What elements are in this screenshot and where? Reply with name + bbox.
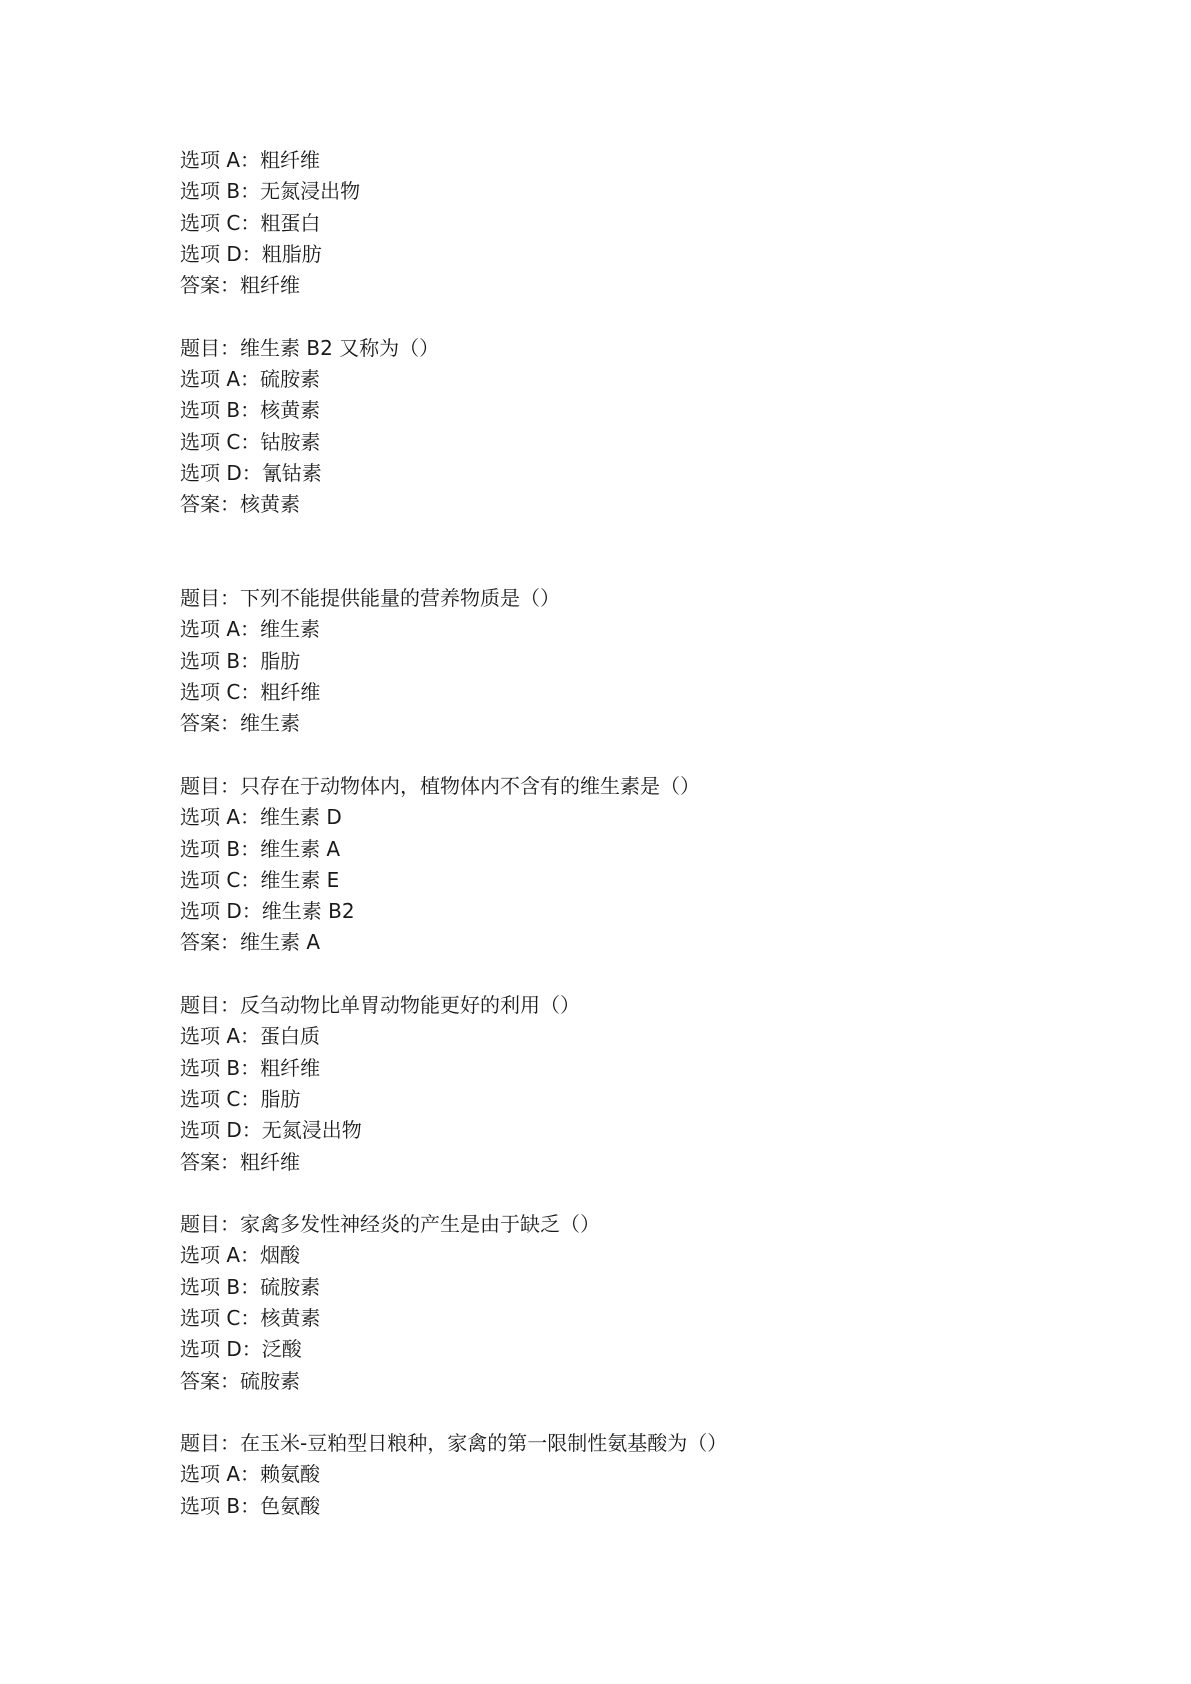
option-d: 选项 D：维生素 B2 — [180, 899, 355, 924]
option-a: 选项 A：维生素 D — [180, 805, 342, 830]
option-a: 选项 A：烟酸 — [180, 1243, 301, 1268]
question-title: 题目：只存在于动物体内，植物体内不含有的维生素是（） — [180, 773, 700, 798]
question-title: 题目：在玉米-豆粕型日粮种，家禽的第一限制性氨基酸为（） — [180, 1431, 728, 1456]
answer: 答案：粗纤维 — [180, 273, 300, 298]
question-block-7 — [180, 1428, 1080, 1522]
option-c: 选项 C：脂肪 — [180, 1086, 301, 1111]
spacer — [180, 959, 1080, 990]
option-c: 选项 C：粗蛋白 — [180, 210, 321, 235]
question-block-6 — [180, 1209, 1080, 1397]
answer: 答案：维生素 A — [180, 930, 321, 955]
option-c: 选项 C：钴胺素 — [180, 429, 321, 454]
spacer — [180, 1178, 1080, 1209]
option-b: 选项 B：维生素 A — [180, 836, 341, 861]
question-block-4 — [180, 771, 1080, 959]
option-b: 选项 B：核黄素 — [180, 398, 321, 423]
document-page — [180, 145, 1080, 1522]
question-block-1 — [180, 145, 1080, 301]
answer: 答案：核黄素 — [180, 492, 300, 517]
option-b: 选项 B：色氨酸 — [180, 1493, 321, 1518]
question-block-3 — [180, 583, 1080, 739]
answer: 答案：维生素 — [180, 711, 300, 736]
question-title: 题目：反刍动物比单胃动物能更好的利用（） — [180, 993, 580, 1018]
spacer — [180, 740, 1080, 771]
option-b: 选项 B：无氮浸出物 — [180, 179, 361, 204]
spacer — [180, 301, 1080, 332]
option-d: 选项 D：泛酸 — [180, 1337, 302, 1362]
option-a: 选项 A：维生素 — [180, 617, 321, 642]
answer: 答案：粗纤维 — [180, 1149, 300, 1174]
question-block-5 — [180, 990, 1080, 1178]
question-title: 题目：下列不能提供能量的营养物质是（） — [180, 586, 560, 611]
option-a: 选项 A：蛋白质 — [180, 1024, 321, 1049]
spacer — [180, 1397, 1080, 1428]
option-d: 选项 D：粗脂肪 — [180, 241, 322, 266]
question-block-2 — [180, 333, 1080, 521]
option-c: 选项 C：维生素 E — [180, 867, 340, 892]
option-b: 选项 B：硫胺素 — [180, 1274, 321, 1299]
spacer — [180, 521, 1080, 584]
option-a: 选项 A：赖氨酸 — [180, 1462, 321, 1487]
question-title: 题目：维生素 B2 又称为（） — [180, 335, 440, 360]
option-d: 选项 D：无氮浸出物 — [180, 1118, 362, 1143]
option-c: 选项 C：核黄素 — [180, 1305, 321, 1330]
option-b: 选项 B：脂肪 — [180, 648, 301, 673]
option-c: 选项 C：粗纤维 — [180, 680, 321, 705]
option-a: 选项 A：粗纤维 — [180, 148, 321, 172]
answer: 答案：硫胺素 — [180, 1368, 300, 1393]
question-title: 题目：家禽多发性神经炎的产生是由于缺乏（） — [180, 1212, 600, 1237]
option-a: 选项 A：硫胺素 — [180, 367, 321, 392]
option-b: 选项 B：粗纤维 — [180, 1055, 321, 1080]
option-d: 选项 D：氰钴素 — [180, 460, 322, 485]
